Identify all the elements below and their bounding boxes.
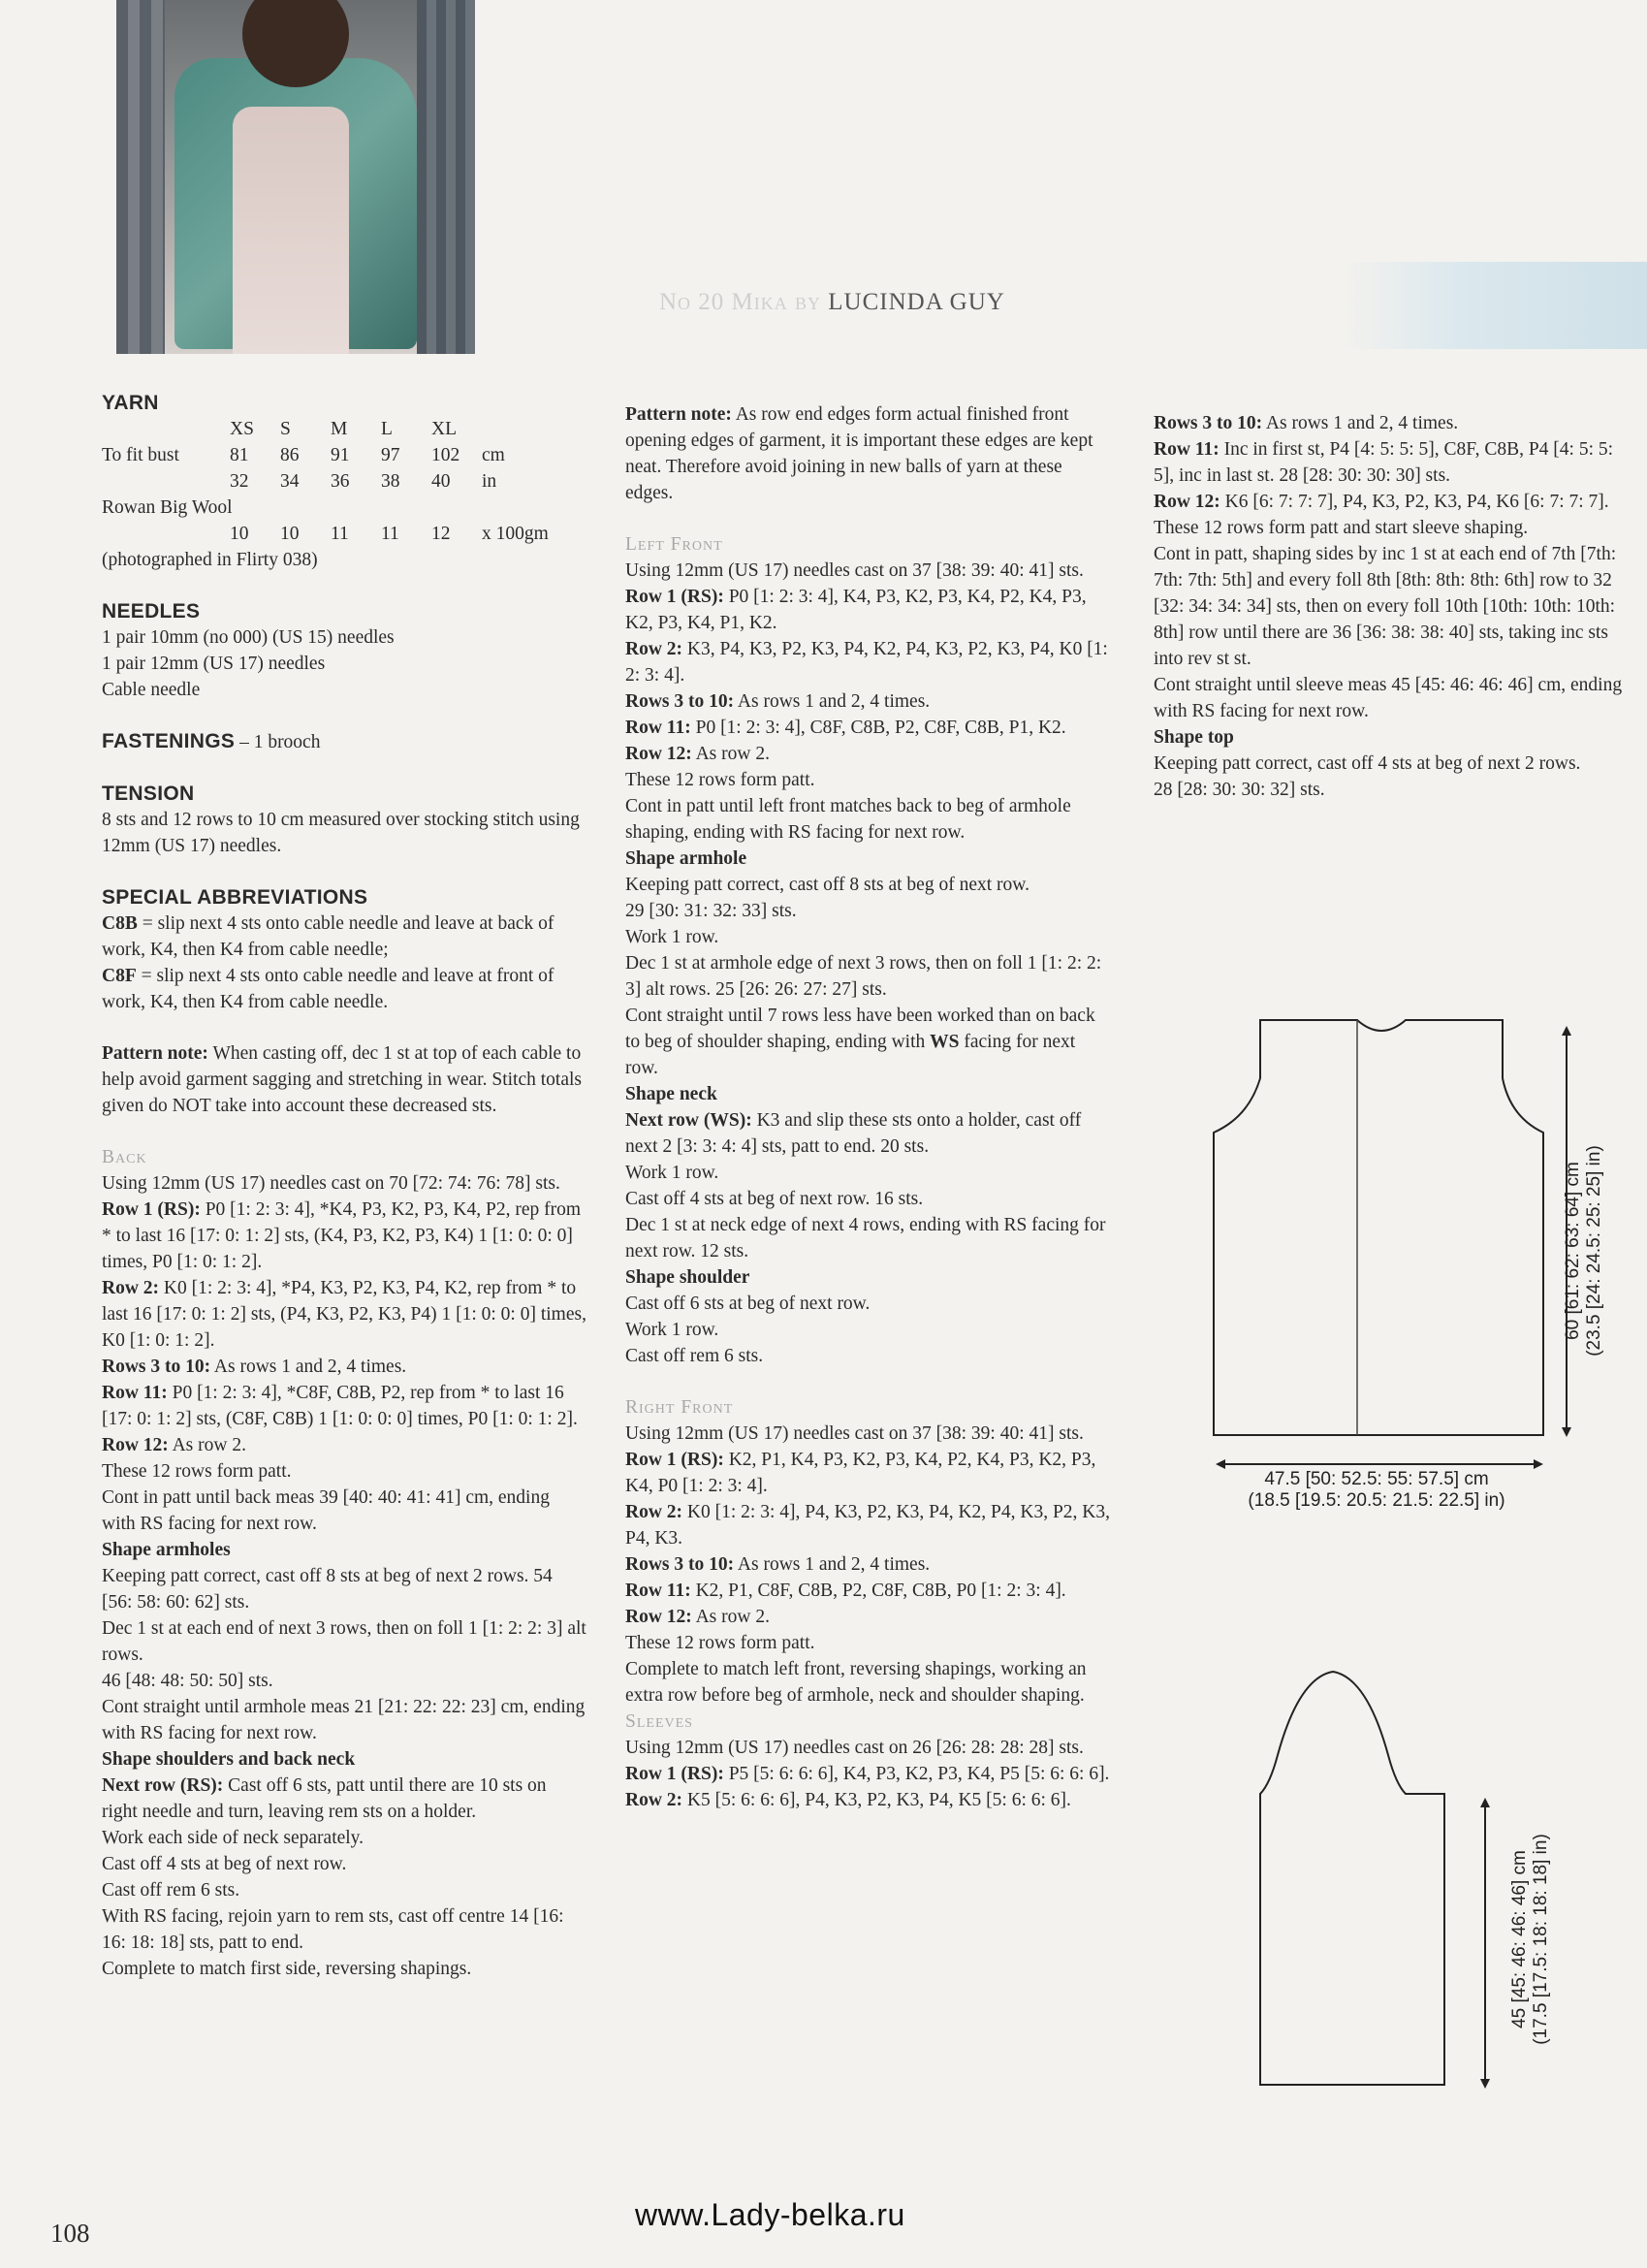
instruction: These 12 rows form patt and start sleeve shaping. xyxy=(1154,518,1529,538)
row-label: Row 1 (RS): xyxy=(625,1450,724,1470)
model-photo xyxy=(116,0,475,354)
instruction: With RS facing, rejoin yarn to rem sts, cast off centre 14 [16: 16: 18: 18] sts, patt to end. xyxy=(102,1906,564,1953)
instruction: These 12 rows form patt. xyxy=(625,770,815,790)
row-text: As row 2. xyxy=(691,744,770,764)
bust-cm: 102 xyxy=(431,445,460,465)
bust-cm: 91 xyxy=(331,445,350,465)
bust-cm: 86 xyxy=(280,445,300,465)
ws-label: WS xyxy=(930,1032,960,1052)
row-label: Row 11: xyxy=(625,718,691,738)
arrow-left-icon xyxy=(1216,1459,1225,1469)
row-text: P0 [1: 2: 3: 4], K4, P3, K2, P3, K4, P2, K4, P3, K2, P3, K4, P1, K2. xyxy=(625,587,1087,633)
fastenings-heading: FASTENINGS xyxy=(102,730,236,752)
row-text: As rows 1 and 2, 4 times. xyxy=(734,691,931,712)
body-height-label xyxy=(1563,1057,1605,1445)
row-text: P0 [1: 2: 3: 4], *C8F, C8B, P2, rep from * to last 16 [17: 0: 1: 2] sts, (C8F, C8B) 1 [1: 0: 0: 0] times, P0 [1: 0: 1: 2]. xyxy=(102,1383,578,1429)
instruction: Keeping patt correct, cast off 8 sts at beg of next 2 rows. 54 [56: 58: 60: 62] sts. xyxy=(102,1566,553,1613)
instruction: Cast off 4 sts at beg of next row. xyxy=(102,1854,347,1874)
bust-label: To fit bust xyxy=(102,445,179,465)
arrow-up-icon xyxy=(1480,1798,1490,1807)
site-url[interactable]: www.Lady-belka.ru xyxy=(635,2197,905,2232)
bust-in: 40 xyxy=(431,471,451,492)
instruction: Work 1 row. xyxy=(625,1320,719,1340)
row-label: Row 11: xyxy=(625,1581,691,1601)
sleeve-outline xyxy=(1231,1658,1522,2104)
column-1 xyxy=(102,390,586,1982)
column-3 xyxy=(1154,410,1629,803)
row-text: P0 [1: 2: 3: 4], C8F, C8B, P2, C8F, C8B, P1, K2. xyxy=(690,718,1066,738)
row-text: Inc in first st, P4 [4: 5: 5: 5], C8F, C8B, P4 [4: 5: 5: 5], inc in last st. 28 [28: 30: 30: 30] sts. xyxy=(1154,439,1614,486)
fastenings-text: – 1 brooch xyxy=(235,732,321,752)
shape-armhole-heading: Shape armhole xyxy=(625,848,747,869)
size-l: L xyxy=(381,419,393,439)
unit-in: in xyxy=(482,471,497,492)
row-text: K0 [1: 2: 3: 4], P4, K3, P2, K3, P4, K2, P4, K3, P2, K3, P4, K3. xyxy=(625,1502,1111,1549)
designer-name: LUCINDA GUY xyxy=(828,289,1005,315)
column-2 xyxy=(625,401,1110,1813)
needle-item: 1 pair 10mm (no 000) (US 15) needles xyxy=(102,627,395,648)
c8f-label: C8F xyxy=(102,966,137,986)
body-width-in: (18.5 [19.5: 20.5: 21.5: 22.5] in) xyxy=(1248,1490,1505,1511)
yarn-heading: YARN xyxy=(102,392,159,414)
instruction: Using 12mm (US 17) needles cast on 26 [26: 28: 28: 28] sts. xyxy=(625,1738,1084,1758)
c8b-text: = slip next 4 sts onto cable needle and leave at back of work, K4, then K4 from cable needle; xyxy=(102,913,554,960)
row-text: K2, P1, C8F, C8B, P2, C8F, C8B, P0 [1: 2: 3: 4]. xyxy=(690,1581,1066,1601)
row-label: Row 2: xyxy=(625,1790,683,1810)
instruction: Cont in patt until left front matches back to beg of armhole shaping, ending with RS facing for next row. xyxy=(625,796,1071,843)
shape-shoulders-heading: Shape shoulders and back neck xyxy=(102,1749,356,1770)
instruction: Cast off rem 6 sts. xyxy=(625,1346,764,1366)
row-label: Rows 3 to 10: xyxy=(1154,413,1263,433)
row-label: Next row (WS): xyxy=(625,1110,752,1131)
row-label: Rows 3 to 10: xyxy=(102,1357,211,1377)
row-label: Row 2: xyxy=(102,1278,160,1298)
instruction: facing for next row. xyxy=(625,1032,1076,1078)
bust-in: 36 xyxy=(331,471,350,492)
balls: 11 xyxy=(381,524,399,544)
back-cast-on: Using 12mm (US 17) needles cast on 70 [72: 74: 76: 78] sts. xyxy=(102,1173,560,1194)
needles-heading: NEEDLES xyxy=(102,600,201,623)
bust-in: 34 xyxy=(280,471,300,492)
size-s: S xyxy=(280,419,291,439)
left-front-heading: Left Front xyxy=(625,534,723,555)
balls: 10 xyxy=(230,524,249,544)
instruction: Dec 1 st at neck edge of next 4 rows, ending with RS facing for next row. 12 sts. xyxy=(625,1215,1106,1262)
row-text: K3, P4, K3, P2, K3, P4, K2, P4, K3, P2, K3, P4, K0 [1: 2: 3: 4]. xyxy=(625,639,1108,686)
row-label: Row 2: xyxy=(625,1502,683,1522)
instruction: Keeping patt correct, cast off 4 sts at beg of next 2 rows. xyxy=(1154,753,1581,774)
instruction: Work 1 row. xyxy=(625,927,719,947)
instruction: Work each side of neck separately. xyxy=(102,1828,364,1848)
bust-cm: 81 xyxy=(230,445,249,465)
row-label: Rows 3 to 10: xyxy=(625,1554,735,1575)
size-xl: XL xyxy=(431,419,457,439)
arrow-down-icon xyxy=(1480,2079,1490,2089)
pattern-note-text: As row end edges form actual finished front opening edges of garment, it is important these edges are kept neat. Therefore avoid joining in new balls of yarn at these edges. xyxy=(625,404,1093,503)
row-label: Row 1 (RS): xyxy=(102,1199,201,1220)
size-xs: XS xyxy=(230,419,254,439)
row-label: Row 12: xyxy=(625,744,692,764)
row-text: K6 [6: 7: 7: 7], P4, K3, P2, K3, P4, K6 [6: 7: 7: 7]. xyxy=(1219,492,1609,512)
photographed-note: (photographed in Flirty 038) xyxy=(102,550,318,570)
instruction: These 12 rows form patt. xyxy=(102,1461,292,1482)
sleeve-schematic xyxy=(1231,1658,1522,2109)
instruction: Using 12mm (US 17) needles cast on 37 [38: 39: 40: 41] sts. xyxy=(625,1423,1084,1444)
size-table xyxy=(102,416,549,547)
balls: 12 xyxy=(431,524,451,544)
row-text: Cast off 6 sts, patt until there are 10 sts on right needle and turn, leaving rem sts on a holder. xyxy=(102,1775,547,1822)
row-text: K3 and slip these sts onto a holder, cast off next 2 [3: 3: 4: 4] sts, patt to end. 20 sts. xyxy=(625,1110,1082,1157)
row-text: K0 [1: 2: 3: 4], *P4, K3, P2, K3, P4, K2, rep from * to last 16 [17: 0: 1: 2] sts, (P4, K3, P2, K3, P4) 1 [1: 0: 0: 0] times, K0 [1: 0: 1: 2]. xyxy=(102,1278,586,1351)
row-text: K5 [5: 6: 6: 6], P4, K3, P2, K3, P4, K5 [5: 6: 6: 6]. xyxy=(682,1790,1071,1810)
needle-item: 1 pair 12mm (US 17) needles xyxy=(102,654,326,674)
instruction: Cont in patt, shaping sides by inc 1 st at each end of 7th [7th: 7th: 7th: 5th] and every foll 8th [8th: 8th: 8th: 6th] row to 32 [32: 34: 34: 34] sts, then on every foll 10th [10th: 10th: 10th: 8th] row until there are 36 [36: 38: 38: 40] sts, taking inc sts into rev st st. xyxy=(1154,544,1617,669)
balls-unit: x 100gm xyxy=(482,524,549,544)
instruction: Cont in patt until back meas 39 [40: 40: 41: 41] cm, ending with RS facing for next row. xyxy=(102,1487,550,1534)
instruction: Cont straight until 7 rows less have been worked than on back to beg of shoulder shaping, ending with xyxy=(625,1006,1095,1052)
page-number: 108 xyxy=(50,2219,90,2248)
body-height-in: (23.5 [24: 24.5: 25: 25] in) xyxy=(1584,1145,1604,1357)
instruction: Cont straight until sleeve meas 45 [45: 46: 46: 46] cm, ending with RS facing for next row. xyxy=(1154,675,1623,721)
sleeves-heading: Sleeves xyxy=(625,1711,693,1732)
row-label: Rows 3 to 10: xyxy=(625,691,735,712)
size-m: M xyxy=(331,419,348,439)
instruction: Work 1 row. xyxy=(625,1163,719,1183)
instruction: Dec 1 st at each end of next 3 rows, then on foll 1 [1: 2: 2: 3] alt rows. xyxy=(102,1618,586,1665)
sleeve-length-in: (17.5 [17.5: 18: 18: 18] in) xyxy=(1531,1834,1551,2045)
instruction: Using 12mm (US 17) needles cast on 37 [38: 39: 40: 41] sts. xyxy=(625,560,1084,581)
pattern-note-label: Pattern note: xyxy=(625,404,732,425)
instruction: 46 [48: 48: 50: 50] sts. xyxy=(102,1671,273,1691)
shape-top-heading: Shape top xyxy=(1154,727,1234,748)
row-text: As rows 1 and 2, 4 times. xyxy=(1262,413,1459,433)
row-text: K2, P1, K4, P3, K2, P3, K4, P2, K4, P3, K2, P3, K4, P0 [1: 2: 3: 4]. xyxy=(625,1450,1096,1496)
pattern-number: No 20 Mika by xyxy=(659,289,822,315)
c8f-text: = slip next 4 sts onto cable needle and leave at front of work, K4, then K4 from cable needle. xyxy=(102,966,554,1012)
instruction: Dec 1 st at armhole edge of next 3 rows, then on foll 1 [1: 2: 2: 3] alt rows. 25 [26: 26: 27: 27] sts. xyxy=(625,953,1102,1000)
shape-shoulder-heading: Shape shoulder xyxy=(625,1267,750,1288)
shape-neck-heading: Shape neck xyxy=(625,1084,717,1104)
unit-cm: cm xyxy=(482,445,505,465)
row-label: Next row (RS): xyxy=(102,1775,224,1796)
row-text: As row 2. xyxy=(168,1435,246,1455)
arrow-right-icon xyxy=(1534,1459,1543,1469)
body-width-label xyxy=(1163,1469,1590,1512)
shape-armholes-heading: Shape armholes xyxy=(102,1540,231,1560)
back-heading: Back xyxy=(102,1147,147,1167)
tension-heading: TENSION xyxy=(102,783,195,805)
instruction: 28 [28: 30: 30: 32] sts. xyxy=(1154,780,1325,800)
row-label: Row 12: xyxy=(625,1607,692,1627)
instruction: Cast off 4 sts at beg of next row. 16 sts. xyxy=(625,1189,924,1209)
c8b-label: C8B xyxy=(102,913,138,934)
instruction: Cast off 6 sts at beg of next row. xyxy=(625,1294,871,1314)
row-text: As rows 1 and 2, 4 times. xyxy=(210,1357,407,1377)
bust-in: 32 xyxy=(230,471,249,492)
instruction: Complete to match left front, reversing shapings, working an extra row before beg of armhole, neck and shoulder shaping. xyxy=(625,1659,1087,1706)
instruction: Cast off rem 6 sts. xyxy=(102,1880,240,1901)
sleeve-length-label xyxy=(1509,1745,1552,2133)
row-label: Row 11: xyxy=(102,1383,168,1403)
decorative-band xyxy=(1338,262,1647,349)
instruction: 29 [30: 31: 32: 33] sts. xyxy=(625,901,797,921)
row-label: Row 11: xyxy=(1154,439,1219,460)
pattern-byline xyxy=(659,289,1005,316)
body-width-cm: 47.5 [50: 52.5: 55: 57.5] cm xyxy=(1264,1469,1489,1489)
pattern-note-text: When casting off, dec 1 st at top of each cable to help avoid garment sagging and stretching in wear. Stitch totals given do NOT take into account these decreased sts. xyxy=(102,1043,582,1116)
instruction: Keeping patt correct, cast off 8 sts at beg of next row. xyxy=(625,875,1029,895)
row-text: As rows 1 and 2, 4 times. xyxy=(734,1554,931,1575)
sleeve-length-cm: 45 [45: 46: 46: 46] cm xyxy=(1509,1850,1530,2028)
row-label: Row 12: xyxy=(102,1435,169,1455)
arrow-up-icon xyxy=(1562,1026,1571,1036)
tension-text: 8 sts and 12 rows to 10 cm measured over stocking stitch using 12mm (US 17) needles. xyxy=(102,810,580,856)
balls: 11 xyxy=(331,524,349,544)
body-height-cm: 60 [61: 62: 63: 64] cm xyxy=(1563,1162,1583,1340)
row-label: Row 1 (RS): xyxy=(625,1764,724,1784)
row-label: Row 12: xyxy=(1154,492,1220,512)
row-text: As row 2. xyxy=(691,1607,770,1627)
balls: 10 xyxy=(280,524,300,544)
needle-item: Cable needle xyxy=(102,680,201,700)
row-label: Row 2: xyxy=(625,639,683,659)
abbreviations-heading: SPECIAL ABBREVIATIONS xyxy=(102,886,368,909)
instruction: Cont straight until armhole meas 21 [21: 22: 22: 23] cm, ending with RS facing for next row. xyxy=(102,1697,586,1743)
pattern-note-label: Pattern note: xyxy=(102,1043,208,1064)
row-text: P5 [5: 6: 6: 6], K4, P3, K2, P3, K4, P5 [5: 6: 6: 6]. xyxy=(723,1764,1110,1784)
row-label: Row 1 (RS): xyxy=(625,587,724,607)
instruction: These 12 rows form patt. xyxy=(625,1633,815,1653)
row-text: P0 [1: 2: 3: 4], *K4, P3, K2, P3, K4, P2, rep from * to last 16 [17: 0: 1: 2] sts, (K4, P3, K2, P3, K4) 1 [1: 0: 0: 0] times, P0 [1: 0: 1: 2]. xyxy=(102,1199,581,1272)
right-front-heading: Right Front xyxy=(625,1397,734,1418)
instruction: Complete to match first side, reversing shapings. xyxy=(102,1959,472,1979)
yarn-name: Rowan Big Wool xyxy=(102,497,233,518)
bust-cm: 97 xyxy=(381,445,400,465)
bust-in: 38 xyxy=(381,471,400,492)
